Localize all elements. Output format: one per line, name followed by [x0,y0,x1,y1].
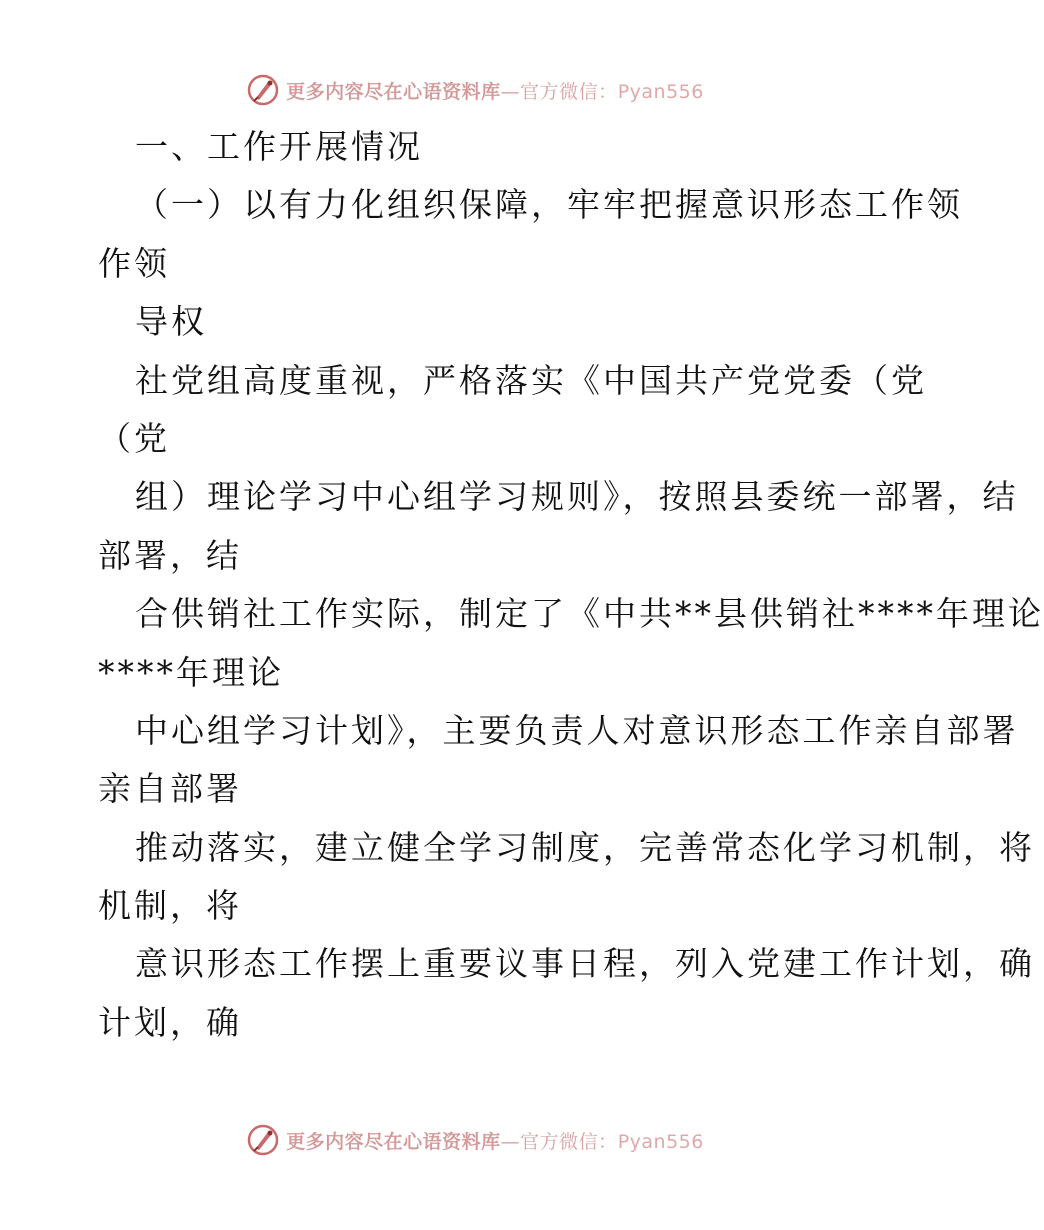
text-line: 计划，确 [98,1002,242,1042]
quill-pen-logo-icon [246,1123,280,1157]
text-line: 组）理论学习中心组学习规则》，按照县委统一部署，结 [135,477,1019,517]
text-line: 中心组学习计划》，主要负责人对意识形态工作亲自部署 [135,710,1019,750]
text-line: 社党组高度重视，严格落实《中国共产党党委（党 [135,360,927,400]
watermark-wechat-label: 官方微信： [520,80,618,103]
watermark-dash: — [500,80,521,103]
text-line: 机制，将 [98,886,242,926]
watermark-wechat-id: Pyan556 [617,80,704,103]
text-line: 作领 [98,243,170,283]
text-line: ****年理论 [98,652,284,692]
text-line: 导权 [135,302,207,342]
watermark-dash: — [500,1130,521,1153]
watermark-site-text: 更多内容尽在心语资料库 [286,80,501,103]
document-body [98,118,1044,1052]
text-line: 意识形态工作摆上重要议事日程，列入党建工作计划，确 [135,944,1035,984]
text-line: 亲自部署 [98,769,242,809]
subsection-heading: （一）以有力化组织保障，牢牢把握意识形态工作领 [135,185,963,225]
quill-pen-logo-icon [246,73,280,107]
text-line: 推动落实，建立健全学习制度，完善常态化学习机制，将 [135,827,1035,867]
watermark-site-text: 更多内容尽在心语资料库 [286,1130,501,1153]
watermark-text [286,77,704,104]
header-watermark [0,70,950,110]
text-line: 合供销社工作实际，制定了《中共**县供销社****年理论 [135,594,1044,634]
text-line: （党 [98,418,170,458]
text-line: 部署，结 [98,535,242,575]
watermark-wechat-label: 官方微信： [520,1130,618,1153]
section-heading: 一、工作开展情况 [135,127,423,166]
watermark-wechat-id: Pyan556 [617,1130,704,1153]
footer-watermark [0,1120,950,1160]
watermark-text [286,1127,704,1154]
